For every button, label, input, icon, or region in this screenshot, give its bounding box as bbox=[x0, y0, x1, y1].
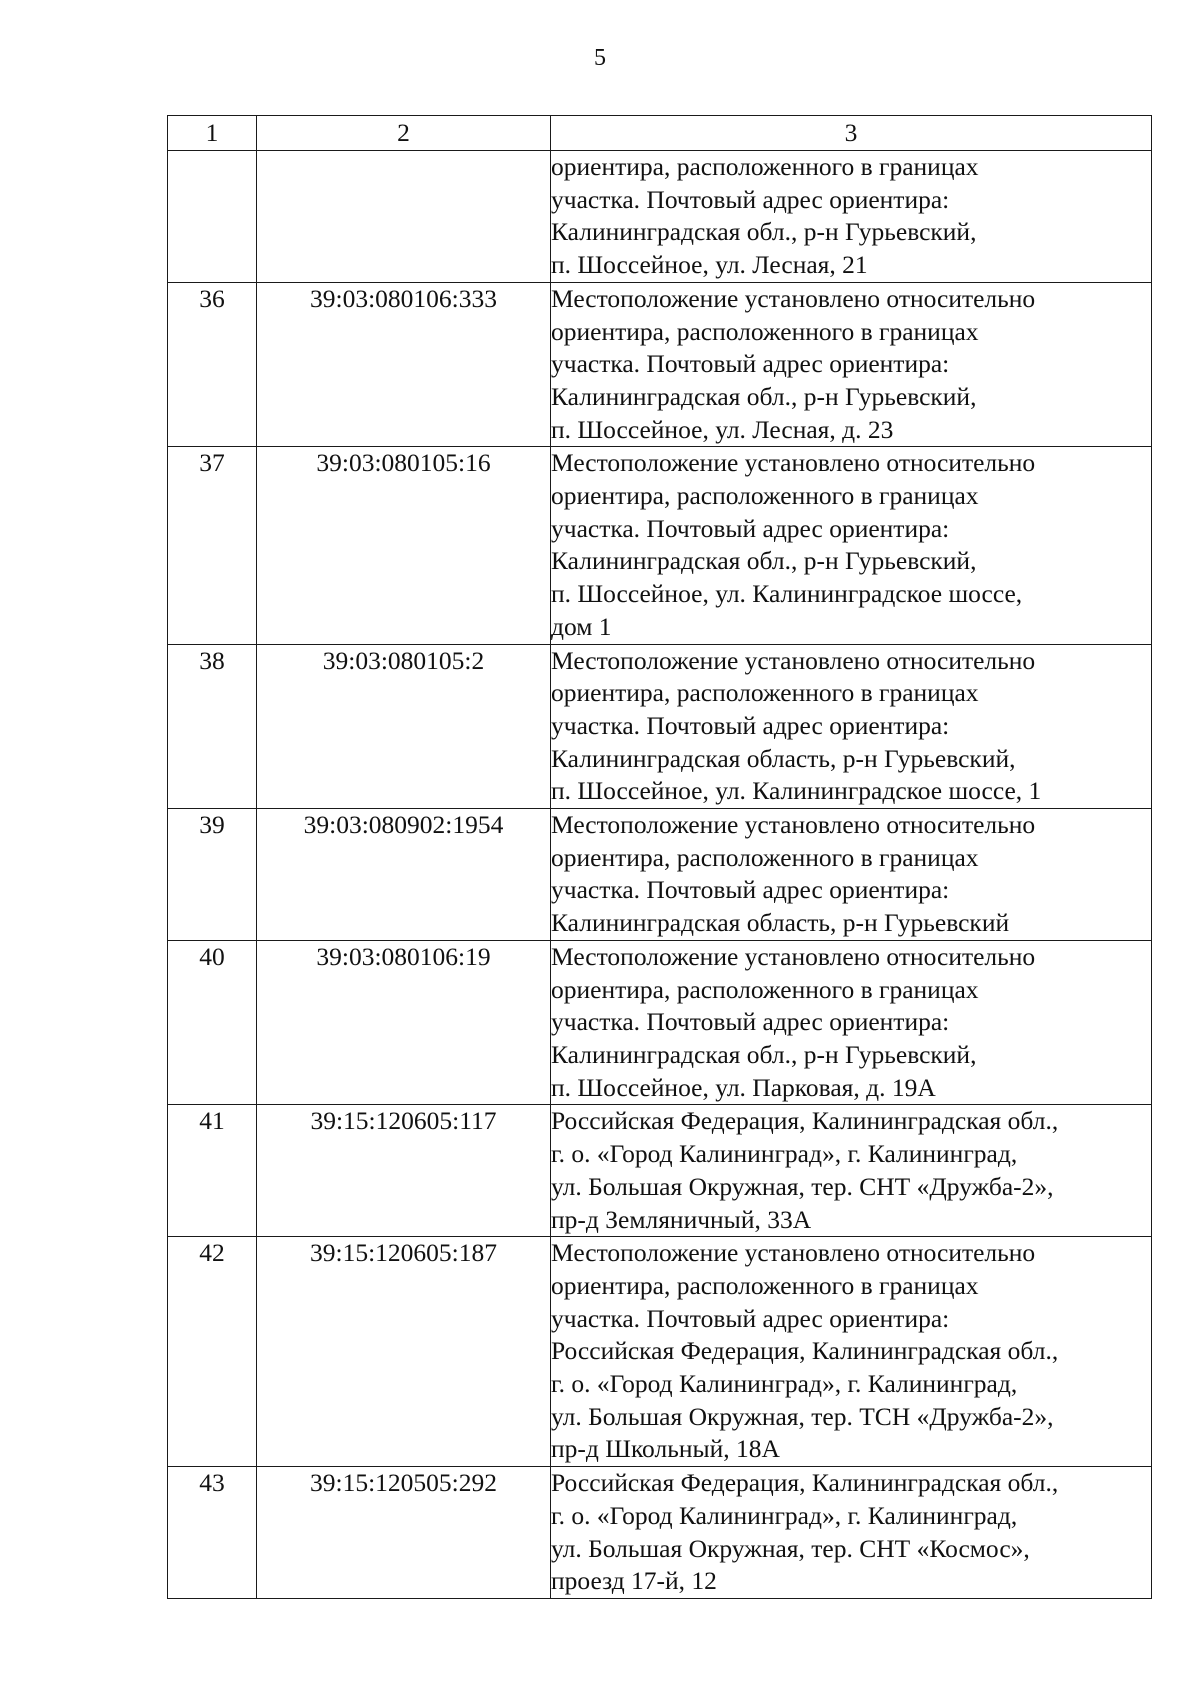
address-line: Калининградская обл., р-н Гурьевский, bbox=[551, 217, 977, 247]
address-cell bbox=[551, 1467, 1152, 1599]
address-line: ул. Большая Окружная, тер. СНТ «Дружба-2», bbox=[551, 1171, 1054, 1201]
address-cell bbox=[551, 1105, 1152, 1237]
address-line: ориентира, расположенного в границах bbox=[551, 974, 979, 1004]
row-number: 38 bbox=[168, 644, 257, 809]
row-number: 43 bbox=[168, 1467, 257, 1599]
table-header-row bbox=[168, 116, 1152, 151]
cadastral-number: 39:03:080105:16 bbox=[257, 447, 551, 644]
address-line: участка. Почтовый адрес ориентира: bbox=[551, 513, 950, 543]
address-line: Российская Федерация, Калининградская обл., bbox=[551, 1106, 1059, 1136]
address-cell bbox=[551, 644, 1152, 809]
address-cell bbox=[551, 447, 1152, 644]
address-line: участка. Почтовый адрес ориентира: bbox=[551, 875, 950, 905]
column-header-address: 3 bbox=[551, 116, 1152, 151]
address-line: пр-д Земляничный, 33А bbox=[551, 1204, 812, 1234]
address-line: дом 1 bbox=[551, 611, 612, 641]
address-line: Местоположение установлено относительно bbox=[551, 645, 1036, 675]
address-cell bbox=[551, 940, 1152, 1105]
address-line: Калининградская обл., р-н Гурьевский, bbox=[551, 546, 977, 576]
address-line: участка. Почтовый адрес ориентира: bbox=[551, 710, 950, 740]
address-line: г. о. «Город Калининград», г. Калининград, bbox=[551, 1369, 1018, 1399]
cadastral-number bbox=[257, 151, 551, 283]
address-line: участка. Почтовый адрес ориентира: bbox=[551, 349, 950, 379]
address-line: п. Шоссейное, ул. Лесная, 21 bbox=[551, 250, 868, 280]
address-line: участка. Почтовый адрес ориентира: bbox=[551, 184, 950, 214]
address-line: ориентира, расположенного в границах bbox=[551, 316, 979, 346]
table-body bbox=[168, 151, 1152, 1599]
table-row bbox=[168, 940, 1152, 1105]
cadastral-number: 39:03:080106:333 bbox=[257, 282, 551, 447]
address-cell bbox=[551, 151, 1152, 283]
address-line: ориентира, расположенного в границах bbox=[551, 842, 979, 872]
address-line: участка. Почтовый адрес ориентира: bbox=[551, 1303, 950, 1333]
address-line: Калининградская область, р-н Гурьевский bbox=[551, 908, 1010, 938]
table-row bbox=[168, 282, 1152, 447]
row-number: 42 bbox=[168, 1237, 257, 1467]
address-line: п. Шоссейное, ул. Калининградское шоссе, 1 bbox=[551, 776, 1042, 806]
address-line: ориентира, расположенного в границах bbox=[551, 678, 979, 708]
row-number: 36 bbox=[168, 282, 257, 447]
address-line: Местоположение установлено относительно bbox=[551, 283, 1036, 313]
address-line: Российская Федерация, Калининградская обл., bbox=[551, 1468, 1059, 1498]
address-line: Калининградская область, р-н Гурьевский, bbox=[551, 743, 1016, 773]
address-cell bbox=[551, 1237, 1152, 1467]
address-line: проезд 17-й, 12 bbox=[551, 1566, 717, 1596]
address-line: г. о. «Город Калининград», г. Калининград, bbox=[551, 1139, 1018, 1169]
address-line: Калининградская обл., р-н Гурьевский, bbox=[551, 1039, 977, 1069]
page-number: 5 bbox=[594, 45, 606, 71]
address-line: пр-д Школьный, 18А bbox=[551, 1434, 780, 1464]
address-line: Местоположение установлено относительно bbox=[551, 810, 1036, 840]
address-line: Местоположение установлено относительно bbox=[551, 448, 1036, 478]
table-row bbox=[168, 809, 1152, 941]
address-line: Калининградская обл., р-н Гурьевский, bbox=[551, 381, 977, 411]
cadastral-number: 39:03:080902:1954 bbox=[257, 809, 551, 941]
table-row bbox=[168, 1237, 1152, 1467]
row-number bbox=[168, 151, 257, 283]
cadastral-number: 39:15:120605:117 bbox=[257, 1105, 551, 1237]
address-line: участка. Почтовый адрес ориентира: bbox=[551, 1007, 950, 1037]
address-line: ул. Большая Окружная, тер. СНТ «Космос», bbox=[551, 1533, 1030, 1563]
cadastral-number: 39:03:080106:19 bbox=[257, 940, 551, 1105]
address-line: ориентира, расположенного в границах bbox=[551, 152, 979, 181]
address-line: Российская Федерация, Калининградская обл., bbox=[551, 1336, 1059, 1366]
row-number: 40 bbox=[168, 940, 257, 1105]
row-number: 39 bbox=[168, 809, 257, 941]
address-line: Местоположение установлено относительно bbox=[551, 941, 1036, 971]
table-row bbox=[168, 1467, 1152, 1599]
land-plots-table bbox=[167, 115, 1152, 1599]
address-line: г. о. «Город Калининград», г. Калининград, bbox=[551, 1500, 1018, 1530]
table-row bbox=[168, 1105, 1152, 1237]
column-header-number: 1 bbox=[168, 116, 257, 151]
row-number: 41 bbox=[168, 1105, 257, 1237]
table-row bbox=[168, 151, 1152, 283]
row-number: 37 bbox=[168, 447, 257, 644]
address-line: ориентира, расположенного в границах bbox=[551, 481, 979, 511]
address-line: ориентира, расположенного в границах bbox=[551, 1270, 979, 1300]
address-cell bbox=[551, 809, 1152, 941]
address-line: ул. Большая Окружная, тер. ТСН «Дружба-2», bbox=[551, 1401, 1054, 1431]
column-header-cadastral: 2 bbox=[257, 116, 551, 151]
address-line: п. Шоссейное, ул. Лесная, д. 23 bbox=[551, 414, 894, 444]
table-row bbox=[168, 447, 1152, 644]
cadastral-number: 39:15:120605:187 bbox=[257, 1237, 551, 1467]
address-line: Местоположение установлено относительно bbox=[551, 1238, 1036, 1268]
address-cell bbox=[551, 282, 1152, 447]
address-line: п. Шоссейное, ул. Калининградское шоссе, bbox=[551, 579, 1023, 609]
table-row bbox=[168, 644, 1152, 809]
cadastral-number: 39:15:120505:292 bbox=[257, 1467, 551, 1599]
address-line: п. Шоссейное, ул. Парковая, д. 19А bbox=[551, 1072, 936, 1102]
cadastral-number: 39:03:080105:2 bbox=[257, 644, 551, 809]
